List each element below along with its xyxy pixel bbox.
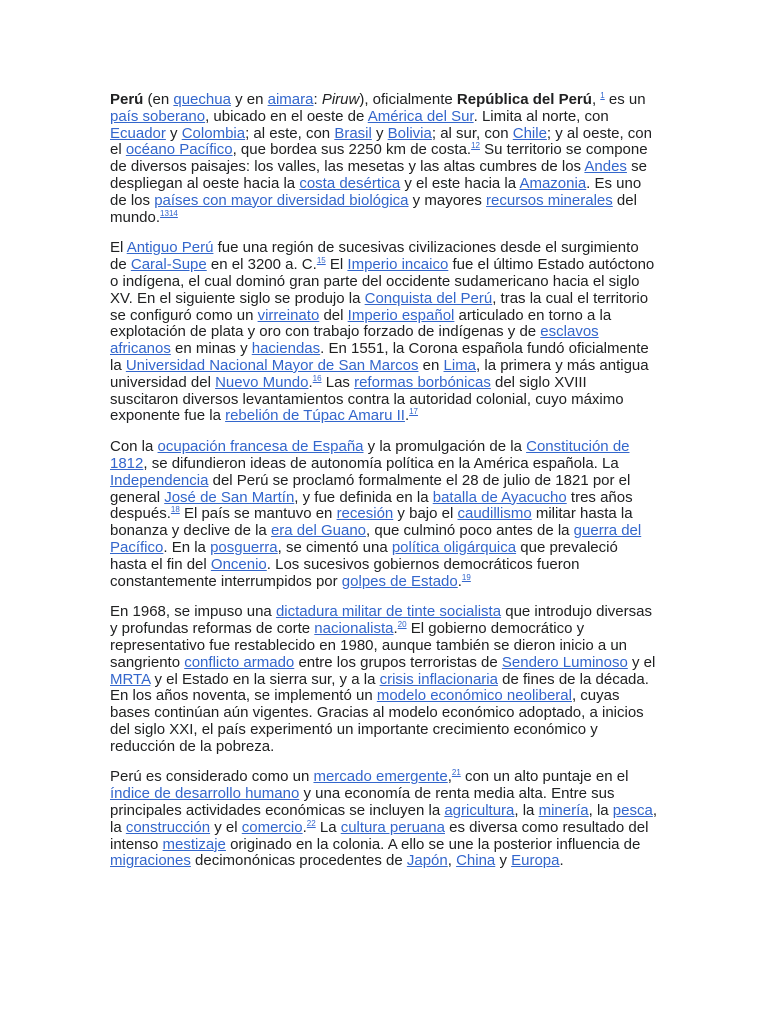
reference-link[interactable]: 16: [312, 373, 322, 383]
article-link[interactable]: batalla de Ayacucho: [432, 488, 567, 506]
article-link[interactable]: océano Pacífico: [125, 141, 233, 159]
text-run: . En 1551, la Corona española fundó oficialmente la: [110, 340, 649, 374]
article-paragraph: [110, 769, 658, 870]
text-run: decimonónicas procedentes de: [190, 852, 407, 870]
article-link[interactable]: haciendas: [251, 340, 321, 358]
text-run: es un: [604, 91, 646, 108]
text-run: Perú es considerado como un: [110, 768, 314, 786]
article-link[interactable]: cultura peruana: [340, 818, 445, 836]
text-run: :: [313, 91, 322, 108]
article-paragraph: [110, 240, 658, 425]
article-link[interactable]: José de San Martín: [164, 488, 295, 506]
text-run: en minas y: [170, 340, 252, 358]
article-link[interactable]: Chile: [512, 124, 547, 142]
text-run: , se cimentó una: [277, 538, 392, 556]
text-run: . Es uno de los: [110, 174, 642, 209]
text-run: .: [302, 818, 307, 836]
text-run: La: [315, 818, 341, 836]
article-link[interactable]: Sendero Luminoso: [501, 653, 628, 671]
text-run: fue el último Estado autóctono o indígena, el cual dominó gran parte del occidente sudamericano hacia el siglo XV. En el siguiente siglo se produjo la: [110, 256, 655, 307]
text-run: , y fue definida en la: [294, 488, 433, 506]
text-run: y el: [210, 818, 242, 836]
text-run: articulado en torno a la explotación de plata y oro con trabajo forzado de indígenas y de: [110, 306, 612, 341]
article-link[interactable]: virreinato: [257, 306, 320, 324]
article-link[interactable]: posguerra: [210, 538, 278, 556]
text-run: .: [404, 407, 410, 425]
text-run: en el 3200 a. C.: [206, 256, 317, 274]
text-run: y: [495, 852, 512, 870]
text-run: del mundo.: [110, 191, 637, 226]
text-run: ,: [447, 852, 457, 870]
text-run: , la: [588, 802, 613, 820]
article-link[interactable]: Brasil: [334, 124, 372, 142]
text-run: es diversa como resultado del intenso: [110, 818, 649, 853]
reference-link[interactable]: 19: [461, 572, 471, 582]
article-link[interactable]: modelo económico neoliberal: [376, 687, 572, 705]
article-link[interactable]: construcción: [125, 818, 211, 836]
text-run: . Los sucesivos gobiernos democráticos fueron constantemente interrumpidos por: [110, 555, 580, 590]
article-link[interactable]: conflicto armado: [184, 653, 295, 671]
reference-link[interactable]: 12: [471, 141, 480, 151]
text-run: .: [457, 572, 462, 590]
text-run: Con la: [110, 438, 158, 456]
text-run: en: [418, 356, 444, 374]
text-run: y el: [627, 653, 656, 671]
article-link[interactable]: Lima: [443, 356, 477, 374]
article-link[interactable]: MRTA: [110, 670, 151, 688]
article-link[interactable]: China: [456, 852, 496, 870]
bold-text: Perú: [110, 91, 144, 108]
text-run: Las: [321, 373, 355, 391]
text-run: originado en la colonia. A ello se une la posterior influencia de: [225, 835, 641, 853]
text-run: ; al este, con: [245, 124, 335, 142]
text-run: (en: [143, 91, 174, 108]
text-run: y: [165, 124, 182, 142]
article-link[interactable]: guerra del Pacífico: [110, 522, 642, 556]
text-run: que introdujo diversas y profundas reformas de corte: [110, 603, 652, 638]
text-run: El: [110, 239, 127, 257]
text-run: ; y al oeste, con el: [110, 124, 652, 159]
text-run: , ubicado en el oeste de: [205, 107, 368, 125]
article-link[interactable]: quechua: [173, 91, 231, 108]
article-link[interactable]: esclavos africanos: [110, 323, 599, 358]
reference-link[interactable]: 20: [397, 620, 407, 630]
text-run: del: [319, 306, 348, 324]
article-link[interactable]: Oncenio: [210, 555, 267, 573]
article-link[interactable]: nacionalista: [314, 620, 394, 638]
text-run: , cuyas bases continúan aún vigentes. Gracias al modelo económico adoptado, a inicios del siglo XXI, el país experimentó un importante crecimiento económico y reducción de la pobreza.: [110, 687, 644, 755]
bold-text: República del Perú: [456, 91, 592, 108]
text-run: y una economía de renta media alta. Entre sus principales actividades económicas se incluyen la: [110, 785, 615, 820]
article-link[interactable]: minería: [538, 802, 589, 820]
article-link[interactable]: comercio: [241, 818, 303, 836]
text-run: y el este hacia la: [400, 174, 520, 192]
text-run: Su territorio se compone de diversos paisajes: los valles, las mesetas y las altas cumbres de los: [110, 141, 648, 176]
text-run: El: [325, 256, 348, 274]
text-run: El gobierno democrático y representativo fue restablecido en 1980, aunque también se dieron inicio a un sangriento: [110, 620, 628, 671]
text-run: , la primera y más antigua universidad del: [110, 356, 649, 391]
article-paragraph: [110, 439, 658, 590]
text-run: .: [308, 373, 313, 391]
text-run: del Perú se proclamó formalmente el 28 de julio de 1821 por el general: [110, 471, 631, 506]
reference-link[interactable]: 1: [600, 91, 605, 100]
article-link[interactable]: mestizaje: [162, 835, 226, 853]
article-link[interactable]: era del Guano: [270, 522, 367, 540]
reference-link[interactable]: 1314: [160, 208, 178, 218]
article-link[interactable]: índice de desarrollo humano: [110, 785, 300, 803]
article-link[interactable]: recesión: [336, 505, 394, 523]
text-run: militar hasta la bonanza y declive de la: [110, 505, 633, 540]
article-link[interactable]: Japón: [406, 852, 448, 870]
text-run: y la promulgación de la: [363, 438, 527, 456]
text-run: .: [393, 620, 398, 638]
text-run: ,: [591, 91, 601, 108]
text-run: entre los grupos terroristas de: [294, 653, 502, 671]
text-run: del siglo XVIII suscitaron diversos levantamientos contra la autoridad colonial, cuyo máximo exponente fue la: [110, 373, 624, 425]
text-run: con un alto puntaje en el: [460, 768, 629, 786]
reference-link[interactable]: 18: [170, 505, 180, 515]
text-run: , que culminó poco antes de la: [366, 522, 574, 540]
text-run: El país se mantuvo en: [179, 505, 337, 523]
article-link[interactable]: Imperio incaico: [347, 256, 449, 274]
article-link[interactable]: agricultura: [444, 802, 515, 820]
text-run: y en: [230, 91, 268, 108]
reference-link[interactable]: 15: [316, 256, 326, 266]
article-link[interactable]: Caral-Supe: [130, 256, 207, 274]
article-link[interactable]: migraciones: [110, 852, 191, 870]
article-paragraph: [110, 604, 658, 755]
text-run: y: [371, 124, 388, 142]
text-run: , que bordea sus 2250 km de costa.: [232, 141, 472, 159]
text-run: En 1968, se impuso una: [110, 603, 276, 621]
article-link[interactable]: Independencia: [110, 471, 209, 489]
article-link[interactable]: ocupación francesa de España: [157, 438, 364, 456]
article-link[interactable]: Ecuador: [110, 124, 166, 142]
italic-text: Piruw: [321, 91, 360, 108]
text-run: que prevaleció hasta el fin del: [110, 538, 618, 573]
text-run: fue una región de sucesivas civilizaciones desde el surgimiento de: [110, 239, 639, 274]
article-link[interactable]: Universidad Nacional Mayor de San Marcos: [125, 356, 419, 374]
text-run: , la: [514, 802, 539, 820]
article-link[interactable]: mercado emergente: [313, 768, 448, 786]
article-link[interactable]: países con mayor diversidad biológica: [154, 191, 409, 209]
article-link[interactable]: política oligárquica: [391, 538, 517, 556]
reference-link[interactable]: 21: [451, 768, 461, 778]
text-run: y mayores: [408, 191, 487, 209]
text-run: , tras la cual el territorio se configuró como un: [110, 289, 649, 324]
article-link[interactable]: Colombia: [181, 124, 246, 142]
article-link[interactable]: Imperio español: [347, 306, 455, 324]
reference-link[interactable]: 22: [306, 818, 316, 828]
article-link[interactable]: Bolivia: [387, 124, 432, 142]
text-run: ,: [447, 768, 452, 786]
article-link[interactable]: caudillismo: [457, 505, 532, 523]
text-run: . En la: [163, 538, 211, 556]
reference-link[interactable]: 17: [409, 407, 419, 417]
article-link[interactable]: aimara: [267, 91, 314, 108]
article-link[interactable]: dictadura militar de tinte socialista: [275, 603, 502, 621]
article-paragraph: [110, 92, 658, 226]
article-link[interactable]: América del Sur: [367, 107, 474, 125]
article-link[interactable]: golpes de Estado: [341, 572, 458, 590]
text-run: .: [559, 852, 564, 870]
text-run: ; al sur, con: [431, 124, 513, 142]
text-run: tres años después.: [110, 488, 633, 523]
text-run: , se difundieron ideas de autonomía política en la América española. La: [143, 454, 619, 472]
article-link[interactable]: rebelión de Túpac Amaru II: [225, 407, 405, 425]
text-run: ), oficialmente: [359, 91, 457, 108]
article-link[interactable]: país soberano: [110, 107, 206, 125]
article-link[interactable]: recursos minerales: [486, 191, 613, 209]
text-run: , la: [110, 802, 657, 836]
article-link[interactable]: costa desértica: [299, 174, 401, 192]
text-run: y bajo el: [393, 505, 458, 523]
article-link[interactable]: Antiguo Perú: [126, 239, 214, 257]
article-link[interactable]: Conquista del Perú: [364, 289, 493, 307]
article-link[interactable]: Andes: [584, 158, 627, 176]
text-run: se despliegan al oeste hacia la: [110, 158, 647, 192]
text-run: . Limita al norte, con: [473, 107, 609, 125]
article-link[interactable]: pesca: [612, 802, 653, 820]
article-link[interactable]: Amazonia: [519, 174, 587, 192]
article-link[interactable]: Europa: [511, 852, 560, 870]
text-run: de fines de la década. En los años noventa, se implementó un: [110, 670, 649, 705]
article-link[interactable]: Nuevo Mundo: [215, 373, 309, 391]
article-link[interactable]: reformas borbónicas: [354, 373, 491, 391]
article-link[interactable]: crisis inflacionaria: [379, 670, 498, 688]
article-body: [110, 92, 658, 884]
text-run: y el Estado en la sierra sur, y a la: [150, 670, 380, 688]
article-link[interactable]: Constitución de 1812: [110, 438, 630, 472]
